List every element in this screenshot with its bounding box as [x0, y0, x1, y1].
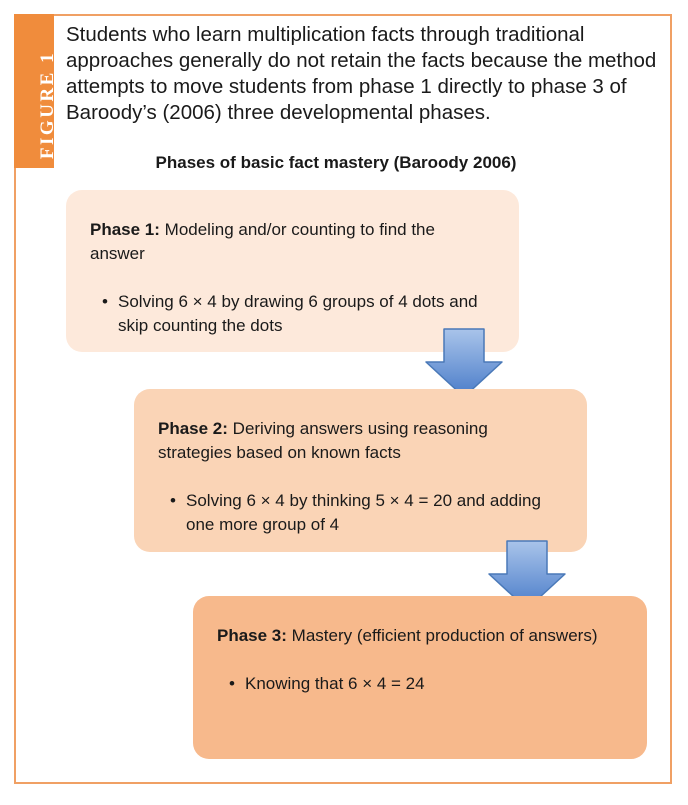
phase-3-examples	[217, 672, 621, 696]
bullet-icon: •	[170, 491, 176, 510]
bullet-icon: •	[229, 674, 235, 693]
phase-1-heading	[90, 218, 493, 266]
figure-intro-text: Students who learn multiplication facts through traditional approaches generally do not retain the facts because the method attempts to move students from phase 1 directly to phase 3 of Baroody’s (2006) three developmental phases.	[66, 23, 657, 124]
phase-1-label: Phase 1:	[90, 220, 160, 239]
phase-2-label: Phase 2:	[158, 419, 228, 438]
phase-1-example-text: Solving 6 × 4 by drawing 6 groups of 4 dots and skip counting the dots	[118, 292, 478, 335]
figure-label: FIGURE 1	[37, 50, 58, 160]
phase-3-description: Mastery (efficient production of answers)	[286, 626, 598, 645]
diagram-title: Phases of basic fact mastery (Baroody 2006)	[155, 153, 517, 172]
phase-3-label: Phase 3:	[217, 626, 287, 645]
figure-label-tab	[14, 14, 58, 168]
phase-2-examples	[158, 489, 561, 537]
phase-3-heading	[217, 624, 621, 648]
phase-2-example	[158, 489, 561, 537]
phase-2-example-text: Solving 6 × 4 by thinking 5 × 4 = 20 and adding one more group of 4	[186, 491, 541, 534]
phase-2-heading	[158, 417, 561, 465]
phase-1-description: Modeling and/or counting to find the answer	[90, 220, 435, 263]
phase-2-box	[134, 389, 587, 552]
phase-3-example	[217, 672, 621, 696]
phase-3-box	[193, 596, 647, 759]
bullet-icon: •	[102, 292, 108, 311]
down-arrow-icon	[425, 328, 503, 398]
phase-2-description: Deriving answers using reasoning strategies based on known facts	[158, 419, 488, 462]
phase-3-example-text: Knowing that 6 × 4 = 24	[245, 674, 425, 693]
